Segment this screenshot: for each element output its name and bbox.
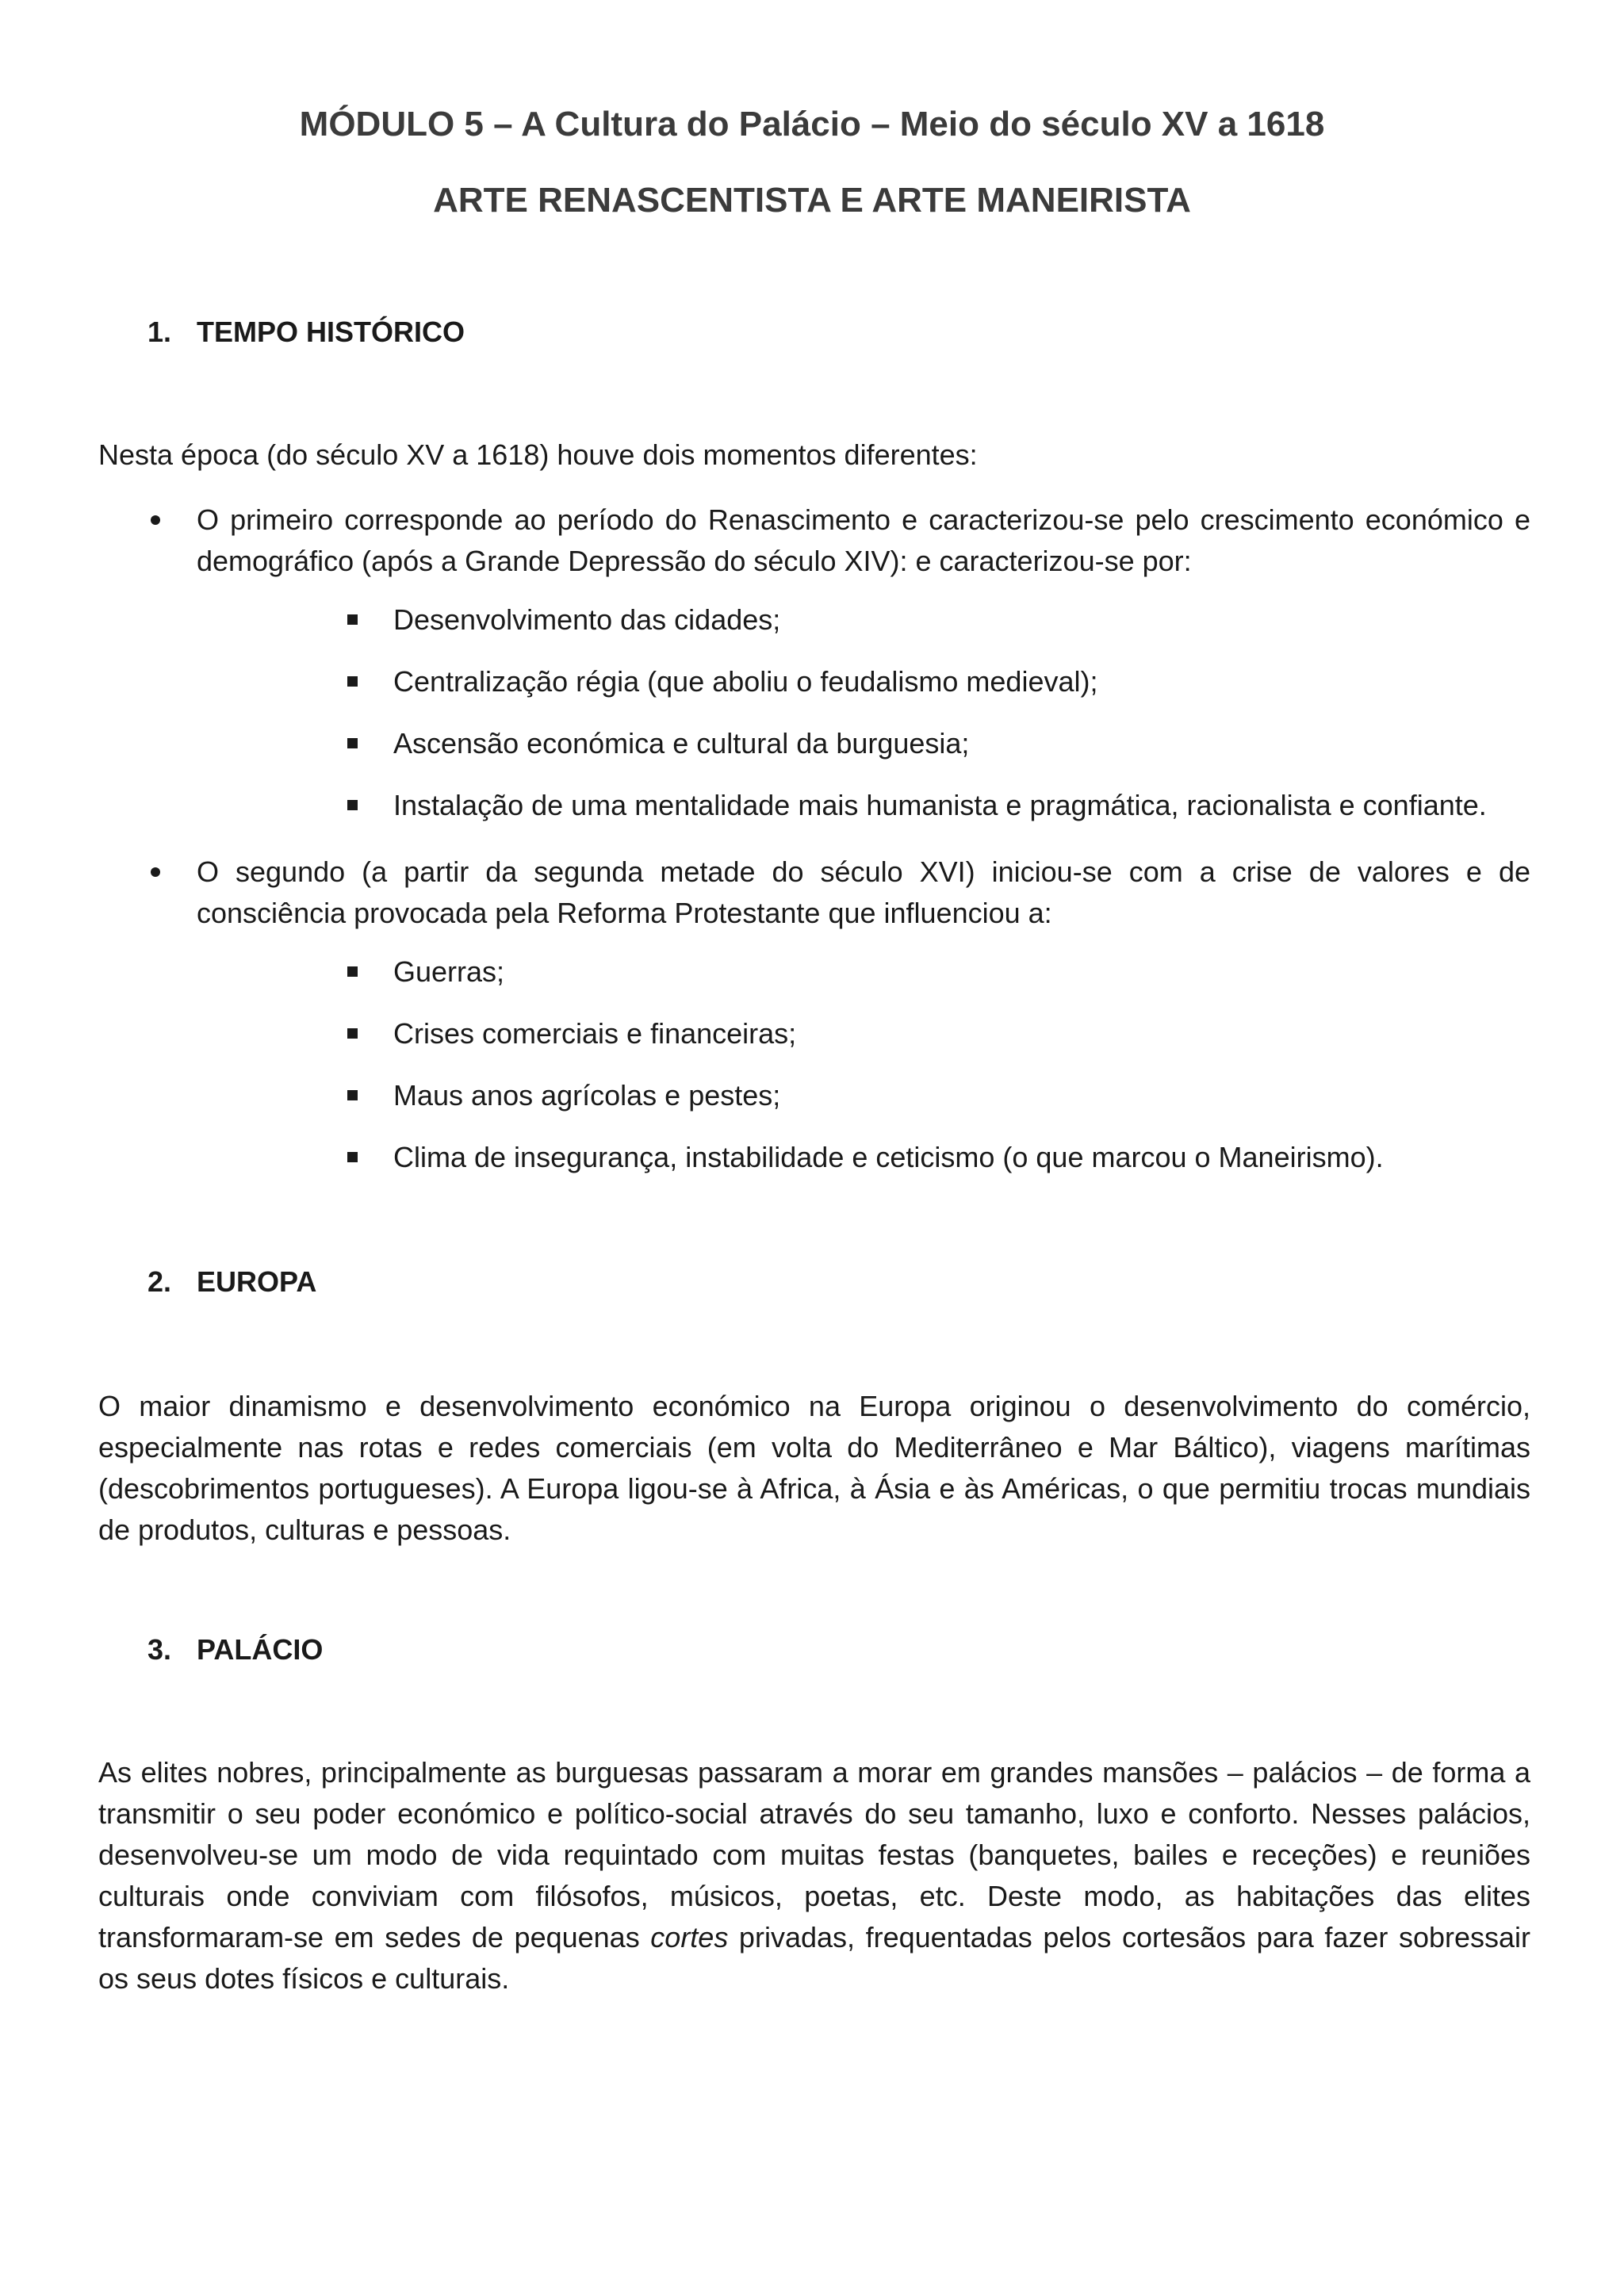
section-number: 1.: [147, 316, 172, 348]
sub-list-item: [393, 599, 1535, 641]
paragraph-text: As elites nobres, principalmente as burguesas passaram a morar em grandes mansões – palácios – de forma a transmitir o seu poder económico e político-social através do seu tamanho, luxo e conforto. Nesses palácios, desenvolveu-se um modo de vida requintado com muitas festas (banquetes, bailes e receções) e reuniões culturais onde conviviam com filósofos, músicos, poetas, etc. Deste modo, as habitações das elites transformaram-se em sedes de pequenas: [98, 1756, 1530, 1954]
sub-list-item: [393, 1137, 1535, 1178]
section-heading-tempo-historico: [147, 316, 465, 349]
bullet-square-icon: [347, 1090, 358, 1100]
sub-list-item: [393, 951, 1535, 993]
bullet-square-icon: [347, 1028, 358, 1039]
sub-list-item: [393, 661, 1535, 702]
section-title: PALÁCIO: [197, 1633, 324, 1666]
section-heading-palacio: [147, 1633, 323, 1667]
section-title: TEMPO HISTÓRICO: [197, 316, 465, 348]
section-intro: Nesta época (do século XV a 1618) houve dois momentos diferentes:: [98, 438, 978, 471]
sub-list-item: [393, 785, 1535, 826]
paragraph-text: privadas, frequentadas pelos cortesãos para fazer sobressair os seus dotes físicos e culturais.: [98, 1921, 1531, 1995]
section-number: 2.: [147, 1265, 172, 1298]
sub-list-item-text: Crises comerciais e financeiras;: [393, 1017, 797, 1050]
list-item-text: O segundo (a partir da segunda metade do século XVI) iniciou-se com a crise de valores e de consciência provocada pela Reforma Protestante que influenciou a:: [197, 855, 1530, 929]
sub-list-item: [393, 1013, 1535, 1054]
sub-list-item-text: Instalação de uma mentalidade mais humanista e pragmática, racionalista e confiante.: [393, 789, 1487, 821]
section-paragraph: [98, 1752, 1530, 1999]
section-number: 3.: [147, 1633, 172, 1666]
bullet-square-icon: [347, 614, 358, 625]
sub-list-item: [393, 1075, 1535, 1116]
sub-list-item-text: Maus anos agrícolas e pestes;: [393, 1079, 781, 1112]
bullet-square-icon: [347, 738, 358, 748]
bullet-dot-icon: [151, 867, 160, 877]
bullet-dot-icon: [151, 515, 160, 525]
sub-list-item-text: Centralização régia (que aboliu o feudalismo medieval);: [393, 665, 1098, 698]
section-heading-europa: [147, 1265, 316, 1299]
bullet-square-icon: [347, 676, 358, 687]
italic-term: cortes: [650, 1921, 729, 1954]
document-subtitle: ARTE RENASCENTISTA E ARTE MANEIRISTA: [433, 181, 1191, 220]
sub-list-item-text: Desenvolvimento das cidades;: [393, 603, 781, 636]
bullet-square-icon: [347, 966, 358, 977]
sub-list-item: [393, 723, 1535, 764]
sub-list-item-text: Clima de insegurança, instabilidade e ceticismo (o que marcou o Maneirismo).: [393, 1141, 1384, 1173]
list-item: [197, 851, 1530, 934]
document-title: MÓDULO 5 – A Cultura do Palácio – Meio do século XV a 1618: [299, 105, 1325, 144]
section-title: EUROPA: [197, 1265, 317, 1298]
list-item: [197, 499, 1530, 582]
list-item-text: O primeiro corresponde ao período do Renascimento e caracterizou-se pelo crescimento económico e demográfico (após a Grande Depressão do século XIV): e caracterizou-se por:: [197, 503, 1530, 577]
bullet-square-icon: [347, 800, 358, 810]
bullet-square-icon: [347, 1152, 358, 1162]
sub-list-item-text: Ascensão económica e cultural da burguesia;: [393, 727, 970, 760]
section-paragraph: O maior dinamismo e desenvolvimento económico na Europa originou o desenvolvimento do comércio, especialmente nas rotas e redes comerciais (em volta do Mediterrâneo e Mar Báltico), viagens marítimas (descobrimentos portugueses). A Europa ligou-se à Africa, à Ásia e às Américas, o que permitiu trocas mundiais de produtos, culturas e pessoas.: [98, 1390, 1530, 1546]
sub-list-item-text: Guerras;: [393, 955, 505, 988]
